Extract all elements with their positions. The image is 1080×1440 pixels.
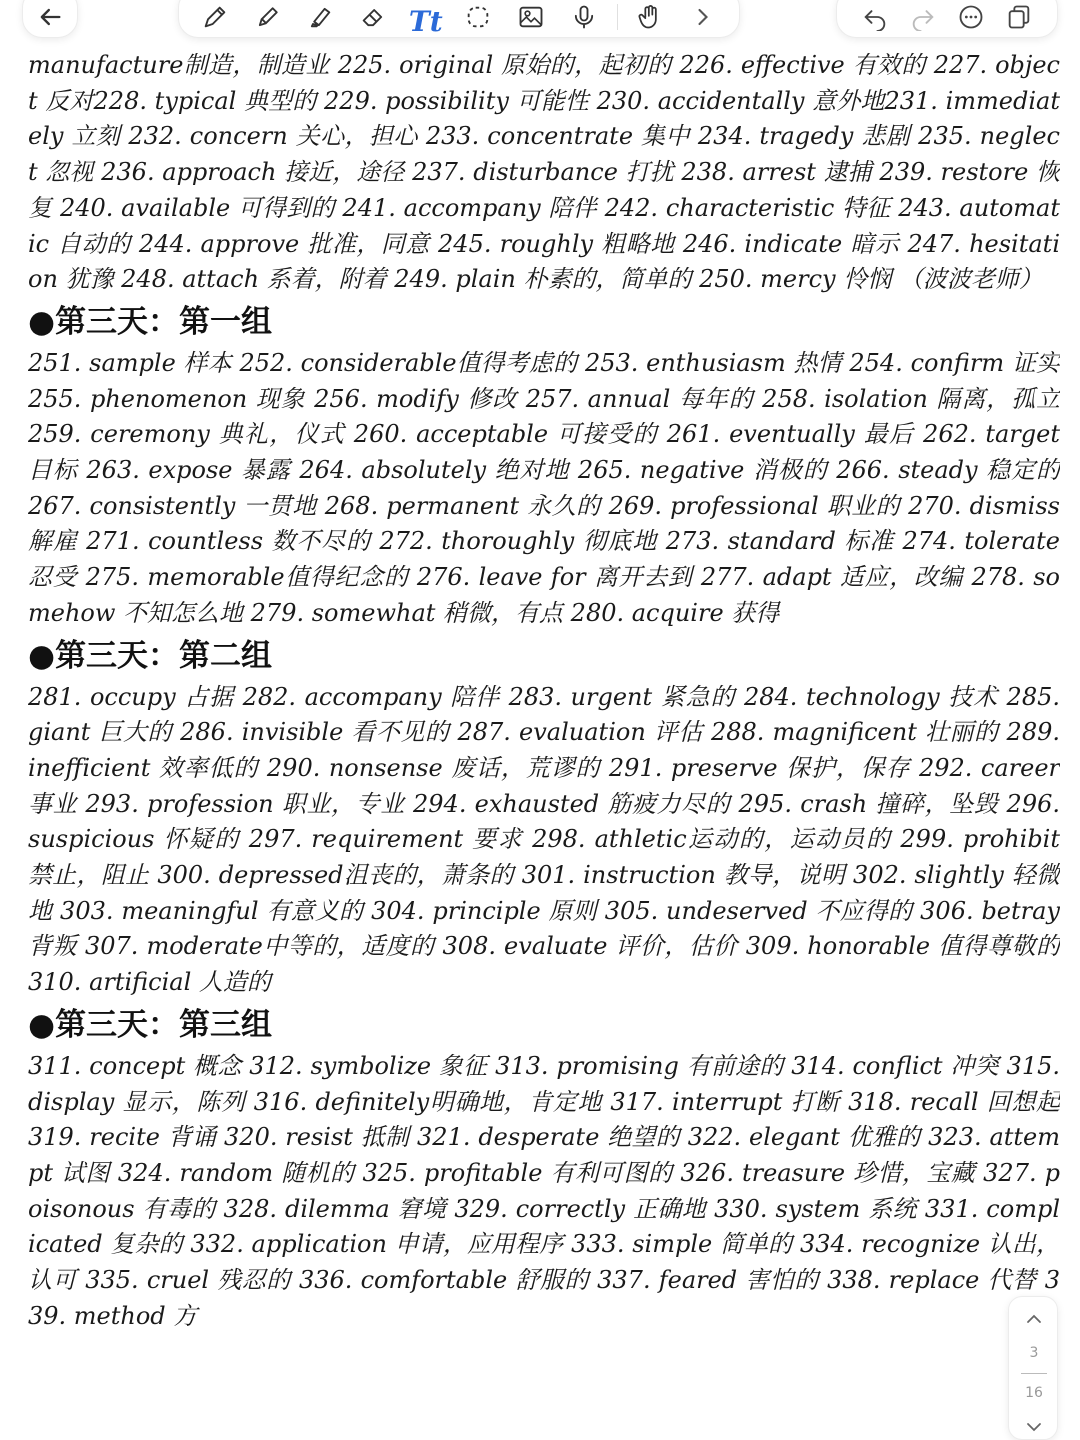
arrow-left-icon bbox=[36, 3, 64, 31]
pages-icon bbox=[1005, 3, 1033, 31]
pencil-tool-button[interactable] bbox=[248, 0, 288, 37]
microphone-icon bbox=[570, 3, 598, 31]
marker-tool-button[interactable] bbox=[300, 0, 340, 37]
pencil-icon bbox=[254, 3, 282, 31]
text-tool-button[interactable] bbox=[406, 0, 446, 37]
page-divider bbox=[1021, 1373, 1047, 1374]
chevron-right-icon bbox=[689, 3, 717, 31]
redo-icon bbox=[909, 3, 937, 31]
bullet-icon: ● bbox=[28, 637, 56, 674]
top-toolbar bbox=[0, 0, 1080, 46]
vocab-paragraph: 251. sample 样本 252. considerable值得考虑的 253. enthusiasm 热情 254. confirm 证实 255. phenomenon 现象 256. modify 修改 257. annual 每年的 258. isolation 隔离，孤立 259. ceremony 典礼，仪式 260. acceptable 可接受的 261. eventually 最后 262. target 目标 263. expose 暴露 264. absolutely 绝对地 265. negative 消极的 266. steady 稳定的 267. consistently 一贯地 268. permanent 永久的 269. professional 职业的 270. dismiss 解雇 271. countless 数不尽的 272. thoroughly 彻底地 273. standard 标准 274. tolerate 忍受 275. memorable值得纪念的 276. leave for 离开去到 277. adapt 适应，改编 278. somehow 不知怎么地 279. somewhat 稍微，有点 280. acquire 获得 bbox=[28, 348, 1060, 627]
section-heading-text: 第三天：第一组 bbox=[55, 303, 273, 340]
vocab-paragraph: manufacture制造，制造业 225. original 原始的，起初的 226. effective 有效的 227. object 反对228. typical 典型的 229. possibility 可能性 230. accidentally 意外地231. immediately 立刻 232. concern 关心，担心 233. concentrate 集中 234. tragedy 悲剧 235. neglect 忽视 236. approach 接近，途径 237. disturbance 打扰 238. arrest 逮捕 239. restore 恢复 240. available 可得到的 241. accompany 陪伴 242. characteristic 特征 243. automatic 自动的 244. approve 批准，同意 245. roughly 粗略地 246. indicate 暗示 247. hesitation 犹豫 248. attach 系着，附着 249. plain 朴素的，简单的 250. mercy 怜悯 （波波老师） bbox=[28, 51, 1060, 294]
eraser-tool-button[interactable] bbox=[353, 0, 393, 37]
note-content[interactable] bbox=[28, 48, 1060, 1440]
current-page-number: 3 bbox=[1029, 1345, 1039, 1361]
marker-icon bbox=[306, 3, 334, 31]
total-pages-number: 16 bbox=[1025, 1385, 1043, 1401]
vocab-paragraph: 281. occupy 占据 282. accompany 陪伴 283. urgent 紧急的 284. technology 技术 285. giant 巨大的 286. invisible 看不见的 287. evaluation 评估 288. magnificent 壮丽的 289. inefficient 效率低的 290. nonsense 废话，荒谬的 291. preserve 保护，保存 292. career 事业 293. profession 职业，专业 294. exhausted 筋疲力尽的 295. crash 撞碎，坠毁 296. suspicious 怀疑的 297. requirement 要求 298. athletic运动的，运动员的 299. prohibit 禁止，阻止 300. depressed沮丧的，萧条的 301. instruction 教导，说明 302. slightly 轻微地 303. meaningful 有意义的 304. principle 原则 305. undeserved 不应得的 306. betray 背叛 307. moderate中等的，适度的 308. evaluate 评价，估价 309. honorable 值得尊敬的 310. artificial 人造的 bbox=[28, 682, 1060, 997]
lasso-icon bbox=[464, 3, 492, 31]
pen-icon bbox=[201, 3, 229, 31]
lasso-tool-button[interactable] bbox=[458, 0, 498, 37]
image-tool-button[interactable] bbox=[511, 0, 551, 37]
section-heading bbox=[28, 298, 1060, 346]
more-button[interactable] bbox=[951, 0, 991, 37]
pages-button[interactable] bbox=[999, 0, 1039, 37]
microphone-tool-button[interactable] bbox=[564, 0, 604, 37]
vocab-paragraph: 311. concept 概念 312. symbolize 象征 313. promising 有前途的 314. conflict 冲突 315. display 显示，陈列 316. definitely明确地，肯定地 317. interrupt 打断 318. recall 回想起 319. recite 背诵 320. resist 抵制 321. desperate 绝望的 322. elegant 优雅的 323. attempt 试图 324. random 随机的 325. profitable 有利可图的 326. treasure 珍惜，宝藏 327. poisonous 有毒的 328. dilemma 窘境 329. correctly 正确地 330. system 系统 331. complicated 复杂的 332. application 申请，应用程序 333. simple 简单的 334. recognize 认出，认可 335. cruel 残忍的 336. comfortable 舒服的 337. feared 害怕的 338. replace 代替 339. method 方 bbox=[28, 1051, 1060, 1330]
image-icon bbox=[517, 3, 545, 31]
pen-tool-button[interactable] bbox=[195, 0, 235, 37]
action-palette bbox=[836, 0, 1058, 38]
bullet-icon: ● bbox=[28, 1006, 56, 1043]
undo-icon bbox=[861, 3, 889, 31]
chevron-down-icon[interactable] bbox=[1022, 1415, 1046, 1439]
section-heading-text: 第三天：第二组 bbox=[55, 637, 273, 674]
back-button-container bbox=[22, 0, 78, 38]
hand-icon bbox=[636, 3, 664, 31]
expand-tools-button[interactable] bbox=[683, 0, 723, 37]
section-heading-text: 第三天：第三组 bbox=[55, 1006, 273, 1043]
bullet-icon: ● bbox=[28, 303, 56, 340]
hand-tool-button[interactable] bbox=[630, 0, 670, 37]
page-navigator bbox=[1008, 1296, 1058, 1440]
redo-button[interactable] bbox=[903, 0, 943, 37]
tool-palette bbox=[178, 0, 740, 38]
text-tool-icon: Tt bbox=[408, 4, 443, 38]
back-button[interactable] bbox=[30, 0, 70, 37]
chevron-up-icon[interactable] bbox=[1022, 1307, 1046, 1331]
undo-button[interactable] bbox=[855, 0, 895, 37]
section-heading bbox=[28, 1001, 1060, 1049]
eraser-icon bbox=[359, 3, 387, 31]
more-icon bbox=[957, 3, 985, 31]
toolbar-divider bbox=[617, 4, 618, 30]
section-heading bbox=[28, 632, 1060, 680]
